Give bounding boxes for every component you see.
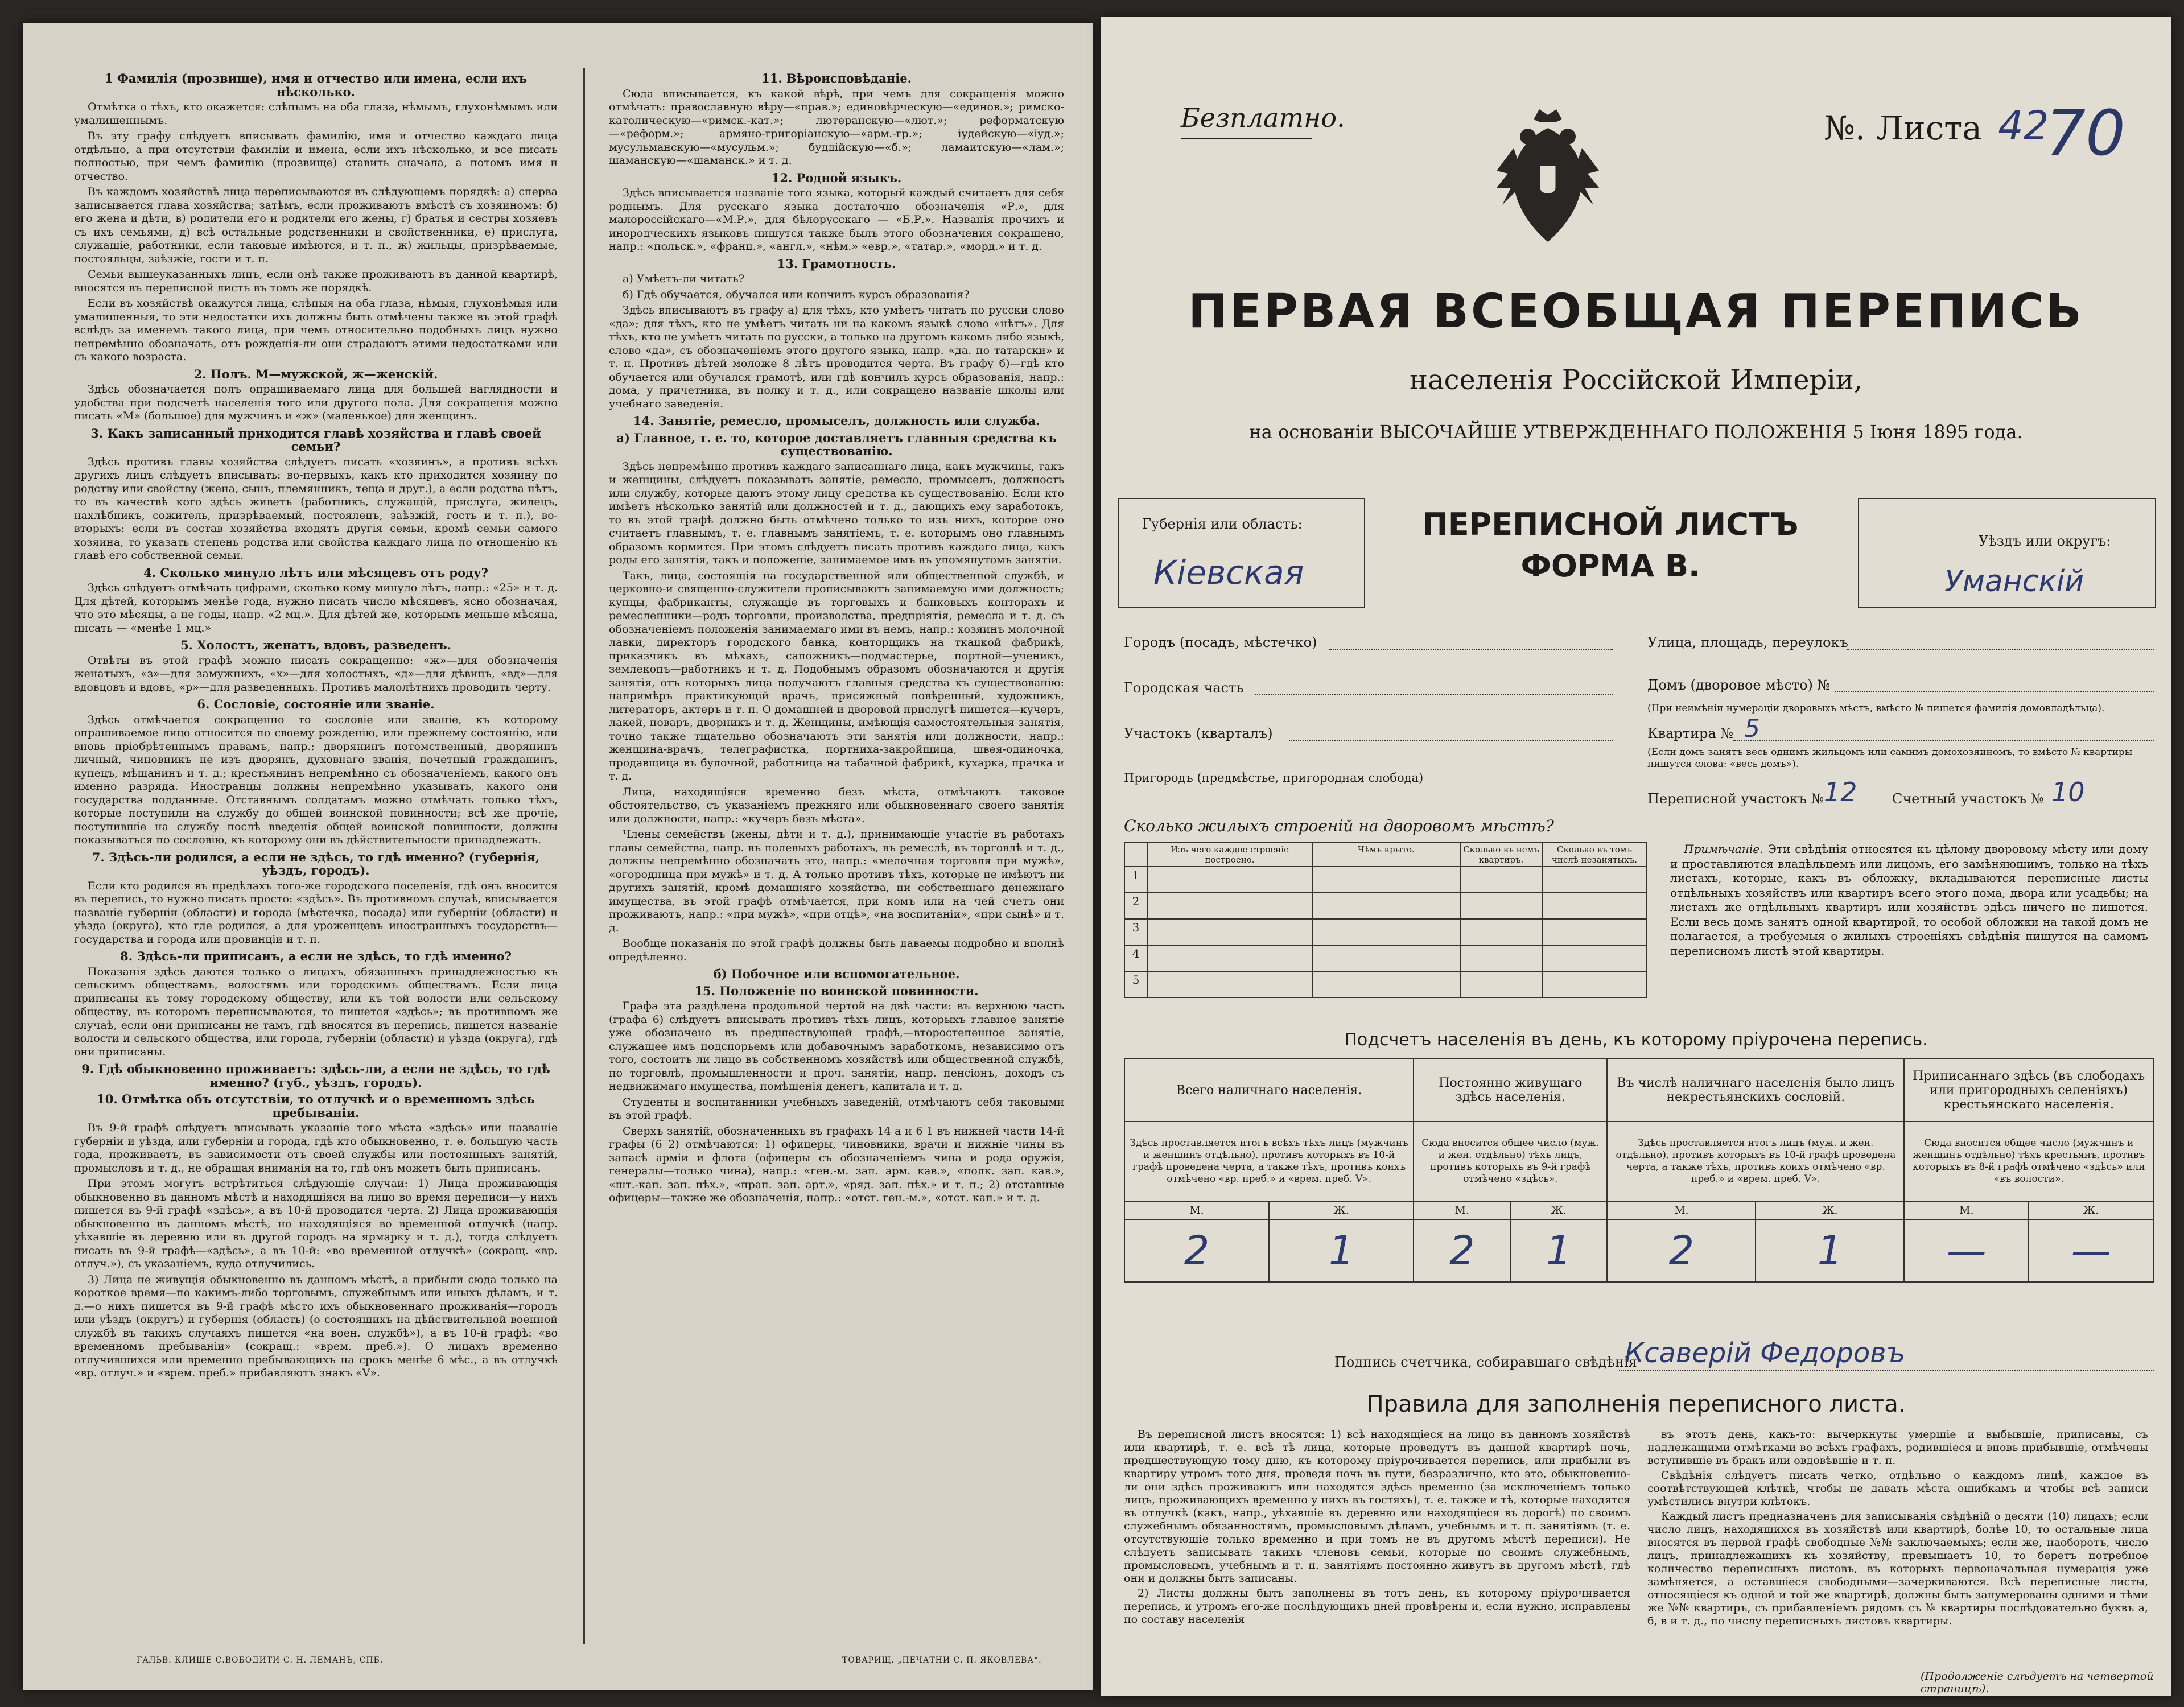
paragraph: Графа эта раздѣлена продольной чертой на двѣ части: въ верхнюю часть (графа 6) слѣдуетъ вписывать противъ тѣхъ лицъ, которыхъ главное занятіе уже обозначено въ предшествующей графѣ,—второстепенное занятіе, служащее имъ подспорьемъ или добавочнымъ заработкомъ, независимо отъ того, состоитъ ли лицо въ собственномъ хозяйствѣ или общественной службѣ, по торговлѣ, промышленности и проч. занятіи, напр. пенсіонъ, доходъ съ недвижимаго имущества, помѣщенія денегъ, капитала и т. д. <box>609 1000 1064 1092</box>
population-value: 1 <box>1510 1219 1607 1282</box>
gorod-label: Городъ (посадъ, мѣстечко) <box>1124 634 1317 650</box>
schetny-uchastok-value: 10 <box>2051 777 2085 807</box>
gubernia-box <box>1118 498 1365 608</box>
col2-printer-footer: ТОВАРИЩ. „ПЕЧАТНИ С. П. ЯКОВЛЕВА“. <box>842 1656 1042 1665</box>
paragraph: Отвѣты въ этой графѣ можно писать сокращенно: «ж»—для обозначенія женатыхъ, «з»—для замужнихъ, «х»—для холостыхъ, «д»—для дѣвицъ, «вд»—для вдовцовъ и вдовъ, «р»—для разведенныхъ. Противъ малолѣтнихъ проводить черту. <box>74 654 558 694</box>
sex-label: М. <box>1124 1201 1269 1219</box>
population-value: — <box>1904 1219 2029 1282</box>
paragraph: 8. Здѣсь-ли приписанъ, а если не здѣсь, то гдѣ именно? <box>120 949 512 963</box>
population-count-table <box>1124 1058 2154 1283</box>
population-value: 1 <box>1269 1219 1414 1282</box>
buildings-row <box>1124 893 1647 919</box>
paragraph: Сюда вписывается, къ какой вѣрѣ, при чемъ для сокращенія можно отмѣчать: православную вѣру—«прав.»; единовѣрческую—«единов.»; римско-католическую—«римск.-кат.»; лютеранскую—«лют.»; реформатскую—«реформ.»; армяно-григоріанскую—«арм.-гр.»; іудейскую—«іуд.»; мусульманскую—«мусульм.»; буддійскую—«б.»; ламаитскую—«лам.»; шаманскую—«шаманск.» и т. д. <box>609 87 1064 167</box>
paragraph: Здѣсь противъ главы хозяйства слѣдуетъ писать «хозяинъ», а противъ всѣхъ другихъ лицъ слѣдуетъ вписывать: во-первыхъ, какъ кто приходится хозяину по родству или свойству (жена, сынъ, племянникъ, теща и друг.), а если родства нѣтъ, то въ качествѣ кого здѣсь живетъ (работникъ, служащій, прислуга, жилецъ, нахлѣбникъ, сожитель, призрѣваемый, постоялецъ, заѣзжій, гость и т. п.), во-вторыхъ: если въ состав хозяйства входятъ другія семьи, кромѣ семьи самого хозяина, то указать степень родства или свойства каждаго лица по отношенію къ главѣ его собственной семьи. <box>74 455 558 562</box>
paragraph: Здѣсь обозначается полъ опрашиваемаго лица для большей наглядности и удобства при подсчетѣ населенія того или другого пола. Для сокращенія можно писать «М» (большое) для мужчинъ и «ж» (маленькое) для женщинъ. <box>74 383 558 422</box>
paragraph: 2. Полъ. М—мужской, ж—женскій. <box>193 366 438 381</box>
form-title-line1: ПЕРЕПИСНОЙ ЛИСТЪ <box>1422 506 1799 542</box>
ulitsa-label: Улица, площадь, переулокъ <box>1647 634 1848 650</box>
paragraph: Члены семействъ (жены, дѣти и т. д.), принимающіе участіе въ работахъ главы семейства, напр. въ полевыхъ работахъ, въ ремеслѣ, въ торговлѣ и т. д., должны непремѣнно обозначать это, напр.: «мелочная торговля при мужѣ», «огородница при мужѣ» и т. д. А только противъ тѣхъ, которые не имѣютъ ни другихъ занятій, кромѣ домашняго хозяйства, ни собственнаго денежнаго имущества, въ этой графѣ отмѣчается, при комъ или на чей счетъ они проживаютъ, напр.: «при мужѣ», «при отцѣ», «на воспитаніи», «при сынѣ» и т. д. <box>609 828 1064 934</box>
paragraph: Въ эту графу слѣдуетъ вписывать фамилію, имя и отчество каждаго лица отдѣльно, а при отсутствіи фамиліи и имена, если ихъ нѣсколько, и все писать полностью, при чемъ фамилію (прозвище) ставить сначала, а потомъ имя и отчество. <box>74 130 558 183</box>
free-label-underline <box>1181 138 1312 139</box>
free-label: Безплатно. <box>1181 102 1345 133</box>
sex-label: М. <box>1904 1201 2029 1219</box>
row-number: 3 <box>1124 919 1147 945</box>
paragraph: Въ 9-й графѣ слѣдуетъ вписывать указаніе того мѣста «здѣсь» или названіе губерніи и уѣзда, или губерніи и города, гдѣ кто обыкновенно, т. е. большую часть года, проживаетъ, въ зависимости отъ своей службы или постоянныхъ занятій, промысловъ и т. д., не обращая вниманія на то, гдѣ онъ можетъ быть приписанъ. <box>74 1121 558 1174</box>
gubernia-label: Губернія или область: <box>1142 516 1303 532</box>
paragraph: 11. Вѣроисповѣданіе. <box>761 71 912 85</box>
row-number: 2 <box>1124 893 1147 919</box>
paragraph: Сверхъ занятій, обозначенныхъ въ графахъ 14 а и 6 1 въ нижней части 14-й графы (6 2) отмѣчаются: 1) офицеры, чиновники, врачи и нижніе чины въ запасѣ арміи и флота (офицеры съ обозначеніемъ чина и рода оружія, генералы—только чина), напр.: «ген.-м. зап. арм. кав.», «полк. зап. кав.», «шт.-кап. зап. пѣх.», «прап. зап. арт.», «ряд. зап. пѣх.» и т. п.; 2) отставные офицеры—также же обозначенія, напр.: «отст. ген.-м.», «отст. кап.» и т. д. <box>609 1124 1064 1204</box>
perepisnoy-uchastok-value: 12 <box>1824 777 1857 807</box>
population-value: 2 <box>1124 1219 1269 1282</box>
paragraph: Студенты и воспитанники учебныхъ заведеній, отмѣчаютъ себя таковыми въ этой графѣ. <box>609 1095 1064 1121</box>
buildings-note <box>1670 842 2148 960</box>
paragraph: 9. Гдѣ обыкновенно проживаетъ: здѣсь-ли, а если не здѣсь, то гдѣ именно? (губ., уѣздъ, городъ). <box>81 1062 550 1090</box>
buildings-row <box>1124 867 1647 893</box>
paragraph: а) Умѣетъ-ли читать? <box>623 273 744 285</box>
paragraph: Отмѣтка о тѣхъ, кто окажется: слѣпымъ на оба глаза, нѣмымъ, глухонѣмымъ или умалишеннымъ. <box>74 101 558 127</box>
sex-label: Ж. <box>1756 1201 1904 1219</box>
schetny-uchastok-label: Счетный участокъ № <box>1892 791 2044 807</box>
population-col-note: Сюда вносится общее число (мужчинъ и женщинъ отдѣльно) тѣхъ крестьянъ, противъ которыхъ въ 8-й графѣ отмѣчено «здѣсь» или «въ волости». <box>1904 1121 2153 1201</box>
prigorod-label: Пригородъ (предмѣстье, пригородная слобода) <box>1124 771 1424 785</box>
paragraph: 10. Отмѣтка объ отсутствіи, то отлучкѣ и о временномъ здѣсь пребываніи. <box>97 1092 535 1120</box>
paragraph: 7. Здѣсь-ли родился, а если не здѣсь, то гдѣ именно? (губернія, уѣздъ, городъ). <box>92 850 540 877</box>
buildings-row <box>1124 945 1647 971</box>
row-number: 5 <box>1124 971 1147 997</box>
population-col-title: Приписаннаго здѣсь (въ слободахъ или пригородныхъ селеніяхъ) крестьянскаго населенія. <box>1904 1059 2153 1121</box>
paragraph: Въ каждомъ хозяйствѣ лица переписываются въ слѣдующемъ порядкѣ: а) сперва записывается глава хозяйства; затѣмъ, если проживаютъ вмѣстѣ съ хозяиномъ: б) его жена и дѣти, в) родители его и родители его жены, г) братья и сестры хозяевъ съ ихъ семьями, д) всѣ остальные родственники и свойственники, е) прислуга, служащіе, работники, если таковые имѣются, и т. п., ж) жильцы, призрѣваемые, постояльцы, заѣзжіе, гости и т. п. <box>74 185 558 265</box>
gorodskaya-chast-line <box>1255 694 1613 695</box>
signature-value: Ксаверій Федоровъ <box>1625 1337 1906 1369</box>
paragraph: Здѣсь вписывается названіе того языка, который каждый считаетъ для себя роднымъ. Для русскаго языка достаточно обозначенія «Р.», для малороссійскаго—«М.Р.», для бѣлорусскаго — «Б.Р.». Названія прочихъ и инородческихъ языковъ пишутся также былъ этого обозначения сокращено, напр.: «польск.», «франц.», «англ.», «нѣм.» «евр.», «татар.», «морд.» и т. д. <box>609 187 1064 253</box>
population-value: — <box>2029 1219 2153 1282</box>
buildings-header-vacant: Сколько въ томъ числѣ незанятыхъ. <box>1542 843 1647 867</box>
uezd-value: Уманскій <box>1944 564 2084 599</box>
form-title-line2: ФОРМА В. <box>1520 548 1700 584</box>
census-main-title: ПЕРВАЯ ВСЕОБЩАЯ ПЕРЕПИСЬ <box>1188 284 2084 339</box>
sex-label: М. <box>1607 1201 1756 1219</box>
gorod-line <box>1329 649 1613 650</box>
uezd-label: Уѣздъ или округъ: <box>1979 533 2111 549</box>
population-value: 2 <box>1607 1219 1756 1282</box>
population-sex-row <box>1124 1201 2153 1219</box>
paragraph: Здѣсь непремѣнно противъ каждаго записаннаго лица, какъ мужчины, такъ и женщины, слѣдуетъ показывать занятіе, ремесло, промыселъ, должность или службу, которые даютъ этому лицу средства къ существованію. Если кто имѣетъ нѣсколько занятій или должностей и т. д., дающихъ ему заработокъ, то въ этой графѣ должно быть отмѣчено только то изъ нихъ, которое оно считаетъ главнымъ, т. е. главнымъ занятіемъ, т. е. которымъ оно главнымъ образомъ кормится. При этомъ слѣдуетъ писать противъ каждаго лица, какъ роды его занятія, такъ и положеніе, занимаемое имъ въ упомянутомъ занятіи. <box>609 460 1064 566</box>
population-col-title: Всего наличнаго населенія. <box>1124 1059 1414 1121</box>
population-col-title: Постоянно живущаго здѣсь населенія. <box>1414 1059 1607 1121</box>
buildings-table <box>1124 842 1647 998</box>
population-title: Подсчетъ населенія въ день, къ которому пріурочена перепись. <box>1344 1030 1928 1050</box>
kvartira-note: (Если домъ занятъ весь однимъ жильцомъ или самимъ домохозяиномъ, то вмѣсто № квартиры пишутся слова: «весь домъ»). <box>1647 747 2133 770</box>
kvartira-line <box>1733 740 2154 741</box>
population-notes-row <box>1124 1121 2153 1201</box>
paragraph: Свѣдѣнія слѣдуетъ писать четко, отдѣльно о каждомъ лицѣ, каждое въ соотвѣтствующей клѣткѣ, чтобы не давать мѣста ошибкамъ и чтобы всѣ записи умѣстились внутри клѣтокъ. <box>1647 1469 2148 1508</box>
double-headed-eagle-emblem-icon <box>1494 102 1602 250</box>
col1-printer-footer: ГАЛЬВ. КЛИШЕ С.ВОБОДИТИ С. Н. ЛЕМАНЪ, СПБ. <box>137 1656 384 1665</box>
paragraph: Семьи вышеуказанныхъ лицъ, если онѣ также проживаютъ въ данной квартирѣ, вносятся въ переписной листъ въ томъ же порядкѣ. <box>74 268 558 294</box>
uchastok-label: Участокъ (кварталъ) <box>1124 725 1273 741</box>
row-number: 4 <box>1124 945 1147 971</box>
paragraph: 3) Лица не живущія обыкновенно въ данномъ мѣстѣ, а прибыли сюда только на короткое время—по какимъ-либо торговымъ, служебнымъ или иныхъ дѣламъ, и т. д.—о нихъ пишется въ 9-й графѣ мѣсто ихъ обыкновеннаго проживанія—городъ или уѣздъ (округъ) и губернія (область) (о состоящихъ на дѣйствительной военной службѣ въ такихъ случаяхъ пишется «на воен. службѣ»), а въ 10-й графѣ: «во временномъ пребываніи» (сокращ.: «врем. преб.»). О лицахъ временно отлучившихся или временно пребывающихъ на срокъ менѣе 6 мѣс., а въ отлучкѣ «вр. отлуч.» и «врем. преб.» прибавляютъ знакъ «V». <box>74 1273 558 1379</box>
paragraph: 4. Сколько минуло лѣтъ или мѣсяцевъ отъ роду? <box>143 565 488 580</box>
rules-column-2 <box>1647 1428 2148 1667</box>
gubernia-value: Кіевская <box>1153 553 1304 592</box>
paragraph: 2) Листы должны быть заполнены въ тотъ день, къ которому пріурочивается перепись, и утромъ его-же послѣдующихъ дней провѣрены и, если нужно, исправлены по составу населенія <box>1124 1587 1630 1626</box>
paragraph: 15. Положеніе по воинской повинности. <box>694 983 979 998</box>
paragraph: 3. Какъ записанный приходится главѣ хозяйства и главѣ своей семьи? <box>90 426 541 453</box>
paragraph: Здѣсь отмѣчается сокращенно то сословіе или званіе, къ которому опрашиваемое лицо относится по своему рожденію, или прежнему состоянію, или вновь пріобрѣтеннымъ правамъ, напр.: дворянинъ потомственный, дворянинъ личный, чиновникъ не изъ дворянъ, духовнаго званія, почетный гражданинъ, купецъ, мѣщанинъ и т. д.; крестьянинъ непремѣнно съ обозначеніемъ, какого онъ именно разряда. Иностранцы должны непремѣнно указывать, какого они государства подданные. Отставнымъ солдатамъ можно отмѣчать только тѣхъ, которые поступили на службу до общей воинской повинности; всѣ же прочіе, поступившіе на службу послѣ введенія общей воинской повинности, должны показываться по сословію, къ которому они въ дѣйствительности принадлежатъ. <box>74 713 558 846</box>
buildings-row <box>1124 971 1647 997</box>
population-value: 1 <box>1756 1219 1904 1282</box>
paragraph: б) Побочное или вспомогательное. <box>713 967 960 981</box>
paragraph: Здѣсь слѣдуетъ отмѣчать цифрами, сколько кому минуло лѣтъ, напр.: «25» и т. д. Для дѣтей, которымъ менѣе года, нужно писать число мѣсяцевъ, ясно обозначая, что это мѣсяцы, а не годы, напр. «2 мц.». Для дѣтей же, которымъ меньше мѣсяца, писать — «менѣе 1 мц.» <box>74 582 558 634</box>
rules-continuation-note: (Продолженіе слѣдуетъ на четвертой страницѣ). <box>1921 1670 2154 1695</box>
left-page <box>23 23 1093 1690</box>
kvartira-label: Квартира № <box>1647 725 1734 741</box>
kvartira-value: 5 <box>1744 714 1760 743</box>
sex-label: М. <box>1414 1201 1510 1219</box>
buildings-header-apartments: Сколько въ немъ квартиръ. <box>1460 843 1542 867</box>
sex-label: Ж. <box>1510 1201 1607 1219</box>
left-column-instructions-1-10 <box>74 68 558 1633</box>
buildings-header-roof: Чѣмъ крыто. <box>1312 843 1460 867</box>
buildings-header-material: Изъ чего каждое строеніе построено. <box>1147 843 1312 867</box>
note-label: Примѣчаніе. <box>1684 842 1763 856</box>
paragraph: а) Главное, т. е. то, которое доставляетъ главныя средства къ существованію. <box>616 430 1057 458</box>
sheet-number <box>1824 102 2049 149</box>
paragraph: б) Гдѣ обучается, обучался или кончилъ курсъ образованія? <box>623 288 970 301</box>
uezd-box <box>1858 498 2156 608</box>
perepisnoy-uchastok-label: Переписной участокъ № <box>1647 791 1824 807</box>
rules-column-1 <box>1124 1428 1630 1679</box>
sheet-number-label: №. Листа <box>1824 109 1982 147</box>
population-col-title: Въ числѣ наличнаго населенія было лицъ некрестьянскихъ сословій. <box>1607 1059 1904 1121</box>
paragraph: 1 Фамилія (прозвище), имя и отчество или имена, если ихъ нѣсколько. <box>104 71 528 99</box>
census-subtitle: населенія Россійской Имперіи, <box>1410 364 1862 396</box>
population-col-note: Здѣсь проставляется итогъ всѣхъ тѣхъ лицъ (мужчинъ и женщинъ отдѣльно), противъ которыхъ въ 10-й графѣ проведена черта, а также тѣхъ, противъ коихъ отмѣчено «вр. преб.» и «врем. преб. V». <box>1124 1121 1414 1201</box>
buildings-row <box>1124 919 1647 945</box>
ulitsa-line <box>1847 649 2154 650</box>
paragraph: Если кто родился въ предѣлахъ того-же городского поселенія, гдѣ онъ вносится въ перепись, то нужно писать просто: «здѣсь». Въ противномъ случаѣ, вписывается названіе губерніи (области) и города (мѣстечка, посада) или губерніи (области) и уѣзда (округа), кто где родился, а для уроженцевъ иностранныхъ государствъ—государства и города или провинціи и т. п. <box>74 879 558 946</box>
buildings-question: Сколько жилыхъ строеній на дворовомъ мѣстѣ? <box>1124 817 1554 835</box>
population-title-row <box>1124 1059 2153 1121</box>
paragraph: 5. Холостъ, женатъ, вдовъ, разведенъ. <box>180 638 451 652</box>
paragraph: 14. Занятіе, ремесло, промыселъ, должность или служба. <box>633 414 1040 428</box>
paragraph: въ этотъ день, какъ-то: вычеркнуты умершіе и выбывшіе, приписаны, съ надлежащими отмѣтками во всѣхъ графахъ, родившіеся и вновь прибывшіе, отмѣчены вступившіе въ бракъ или овдовѣвшіе и т. п. <box>1647 1428 2148 1467</box>
note-text: Эти свѣдѣнія относятся къ цѣлому дворовому мѣсту или дому и проставляются владѣльцемъ или лицомъ, его замѣняющимъ, только на тѣхъ листахъ, которые, какъ въ обложку, вкладываются переписные листы отдѣльныхъ хозяйствъ или квартиръ всего этого дома, двора или усадьбы; на листахъ же отдѣльныхъ квартиръ или хозяйствъ здѣсь ничего не пишется. Если весь домъ занятъ одной квартирой, то особой обложки на такой домъ не полагается, а требуемыя о жилыхъ строеніяхъ свѣдѣнія пишутся на самомъ переписномъ листѣ этой квартиры. <box>1670 842 2148 958</box>
population-col-note: Сюда вносится общее число (муж. и жен. отдѣльно) тѣхъ лицъ, противъ которыхъ въ 9-й графѣ отмѣчено «здѣсь». <box>1414 1121 1607 1201</box>
paragraph: Каждый листъ предназначенъ для записыванія свѣдѣній о десяти (10) лицахъ; если число лицъ, находящихся въ хозяйствѣ или квартирѣ, болѣе 10, то остальные лица вносятся въ первой графѣ свободные №№ заключаемыхъ; если же, наоборотъ, число лицъ, принадлежащихъ къ хозяйству, превышаетъ 10, то беретъ потребное количество переписныхъ листовъ, въ которыхъ первоначальная нумерація уже замѣняется, а оставшіеся свободными—зачеркиваются. Всѣ переписные листы, относящіеся къ одной и той же квартирѣ, должны быть занумерованы одними и тѣми же №№ квартиръ, съ прибавленіемъ рядомъ съ № квартиры послѣдовательно буквъ а, б, в и т. д., по числу переписныхъ листовъ квартиры. <box>1647 1510 2148 1627</box>
uchastok-line <box>1289 740 1613 741</box>
signature-label: Подпись счетчика, собиравшаго свѣдѣнія <box>1334 1354 1637 1370</box>
signature-line <box>1619 1370 2154 1371</box>
dom-label: Домъ (дворовое мѣсто) № <box>1647 677 1831 693</box>
gorodskaya-chast-label: Городская часть <box>1124 680 1244 696</box>
population-values-row <box>1124 1219 2153 1282</box>
sheet-number-handwritten: 42 <box>1998 102 2049 149</box>
population-value: 2 <box>1414 1219 1510 1282</box>
corner-handwritten-number: 70 <box>2046 97 2125 170</box>
rules-title: Правила для заполненія переписного листа. <box>1366 1391 1906 1417</box>
column-divider <box>583 68 585 1644</box>
sex-label: Ж. <box>2029 1201 2153 1219</box>
paragraph: Такъ, лица, состоящія на государственной или общественной службѣ, и церковно-и священно-служители прописываютъ занимаемую ими должность; купцы, фабриканты, служащіе въ торговыхъ и банковыхъ конторахъ и ремесленники—родъ торговли, производства, предпріятія, ремесла и т. д. съ обозначеніемъ положенія занимаемаго ими въ немъ, напр.: хозяинъ молочной лавки, директоръ городского банка, конторщикъ на ткацкой фабрикѣ, приказчикъ въ мѣхахъ, сапожникъ—подмастерье, портной—ученикъ, землекопъ—работникъ и т. д. Подобнымъ образомъ обозначаются и другія занятія, отъ которыхъ лица получаютъ главныя средства къ существованію: напримѣръ практикующій врачъ, присяжный повѣренный, художникъ, литераторъ, актеръ и т. п. О домашней и дворовой прислугѣ пишется—кучеръ, лакей, поваръ, дворникъ и т. д. Женщины, имѣющія самостоятельныя занятія, точно также тщательно обозначаютъ эти занятія или должности, напр.: женщина-врачъ, телеграфистка, портниха-закройщица, швея-одиночка, продавщица въ булочной, работница на табачной фабрикѣ, кухарка, прачка и т. д. <box>609 569 1064 782</box>
paragraph: 12. Родной языкъ. <box>771 170 902 185</box>
dom-line <box>1835 691 2154 692</box>
row-number: 1 <box>1124 867 1147 893</box>
left-column-instructions-11-15 <box>609 68 1064 1633</box>
paragraph: 6. Сословіе, состояніе или званіе. <box>197 697 435 711</box>
form-title <box>1363 506 1858 584</box>
paragraph: Показанія здѣсь даются только о лицахъ, обязанныхъ принадлежностью къ сельскимъ обществамъ, волостямъ или городскимъ обществамъ. Если лица приписаны къ тому городскому обществу, или къ той волости или сельскому обществу, въ которомъ переписываются, то пишется «здѣсь»; въ противномъ же случаѣ, если они приписаны не тамъ, гдѣ вносятся въ перепись, пишется названіе волости и сельского общества, или города, губерніи (области) и уѣзда (округа), гдѣ они приписаны. <box>74 965 558 1058</box>
paragraph: Здѣсь вписываютъ въ графу а) для тѣхъ, кто умѣетъ читать по русски слово «да»; для тѣхъ, кто не умѣетъ читать ни на какомъ языкѣ слово «нѣтъ». Для тѣхъ, кто не умѣетъ читать по русски, а только на другомъ какомъ либо языкѣ, слово «да», съ обозначеніемъ этого другого языка, напр. «да. по татарски» и т. п. Противъ дѣтей моложе 8 лѣтъ проводится черта. Въ графу б)—гдѣ кто обучается или обучался грамотѣ, или гдѣ кончилъ курсъ образованія, напр.: дома, у причетника, въ полку и т. д., или сокращено названіе школы или учебнаго заведенія. <box>609 304 1064 410</box>
sex-label: Ж. <box>1269 1201 1414 1219</box>
paragraph: Лица, находящіяся временно безъ мѣста, отмѣчаютъ таковое обстоятельство, съ указаніемъ прежняго или обыкновеннаго своего занятія или должности, напр.: «кучеръ безъ мѣста». <box>609 785 1064 825</box>
census-legal-basis: на основаніи ВЫСОЧАЙШЕ УТВЕРЖДЕННАГО ПОЛОЖЕНІЯ 5 Іюня 1895 года. <box>1249 421 2023 443</box>
dom-note: (При неимѣніи нумераціи дворовыхъ мѣстъ, вмѣсто № пишется фамилія домовладѣльца). <box>1647 703 2105 714</box>
paragraph: Если въ хозяйствѣ окажутся лица, слѣпыя на оба глаза, нѣмыя, глухонѣмыя или умалишенныя, то эти недостатки ихъ должны быть отмѣчены также въ этой графѣ вслѣдъ за именемъ такого лица, при чемъ относительно подобныхъ лицъ нужно непремѣнно обозначать, отъ рожденія-ли они страдаютъ этими недостатками или съ какого возраста. <box>74 297 558 363</box>
paragraph: Въ переписной листъ вносятся: 1) всѣ находящіеся на лицо въ данномъ хозяйствѣ или квартирѣ, т. е. всѣ тѣ лица, которые проведутъ въ данной квартирѣ ночь, предшествующую тому дню, къ которому пріурочивается перепись, или прибыли въ квартиру утромъ того дня, проведя ночь въ пути, безразлично, кто это, обыкновенно-ли они здѣсь проживаютъ или находятся здѣсь временно (за исключеніемъ только лицъ, проживающихъ временно у нихъ въ гостяхъ), т. е. также и тѣ, которые находятся въ отлучкѣ (какъ, напр., уѣхавшіе въ деревню или находящіеся въ дорогѣ) по своимъ служебнымъ обязанностямъ, промысловымъ дѣламъ, учебнымъ и т. п. занятіямъ (т. е. отсутствующіе только временно и при томъ не въ другомъ мѣстѣ переписи). Не слѣдуетъ записывать такихъ членовъ семьи, которые по своимъ служебнымъ, промысловымъ, учебнымъ и т. п. занятіямъ постоянно живутъ въ другомъ мѣстѣ, гдѣ они и должны быть записаны. <box>1124 1428 1630 1585</box>
right-page-census-form <box>1101 17 2171 1696</box>
paragraph: Вообще показанія по этой графѣ должны быть даваемы подробно и вполнѣ опредѣленно. <box>609 937 1064 963</box>
paragraph: При этомъ могутъ встрѣтиться слѣдующіе случаи: 1) Лица проживающія обыкновенно въ данномъ мѣстѣ и находящіяся на лицо во время переписи—у нихъ пишется въ 9-й графѣ «здѣсь», а въ 10-й проводится черта. 2) Лица проживающія обыкновенно въ данномъ мѣстѣ, но находящіяся во временной отлучкѣ (напр. уѣхавшіе въ деревню или въ другой городъ на ярмарку и т. д.), тогда слѣдуетъ писать въ 9-й графѣ—«здѣсь», а въ 10-й: «во временной отлучкѣ» (сокращ. «вр. отлуч.»), съ указаніемъ, куда отлучились. <box>74 1177 558 1270</box>
population-col-note: Здѣсь проставляется итогъ лицъ (муж. и жен. отдѣльно), противъ которыхъ въ 10-й графѣ проведена черта, а также тѣхъ, противъ коихъ отмѣчено «вр. преб.» и «врем. преб. V». <box>1607 1121 1904 1201</box>
paragraph: 13. Грамотность. <box>777 256 896 271</box>
